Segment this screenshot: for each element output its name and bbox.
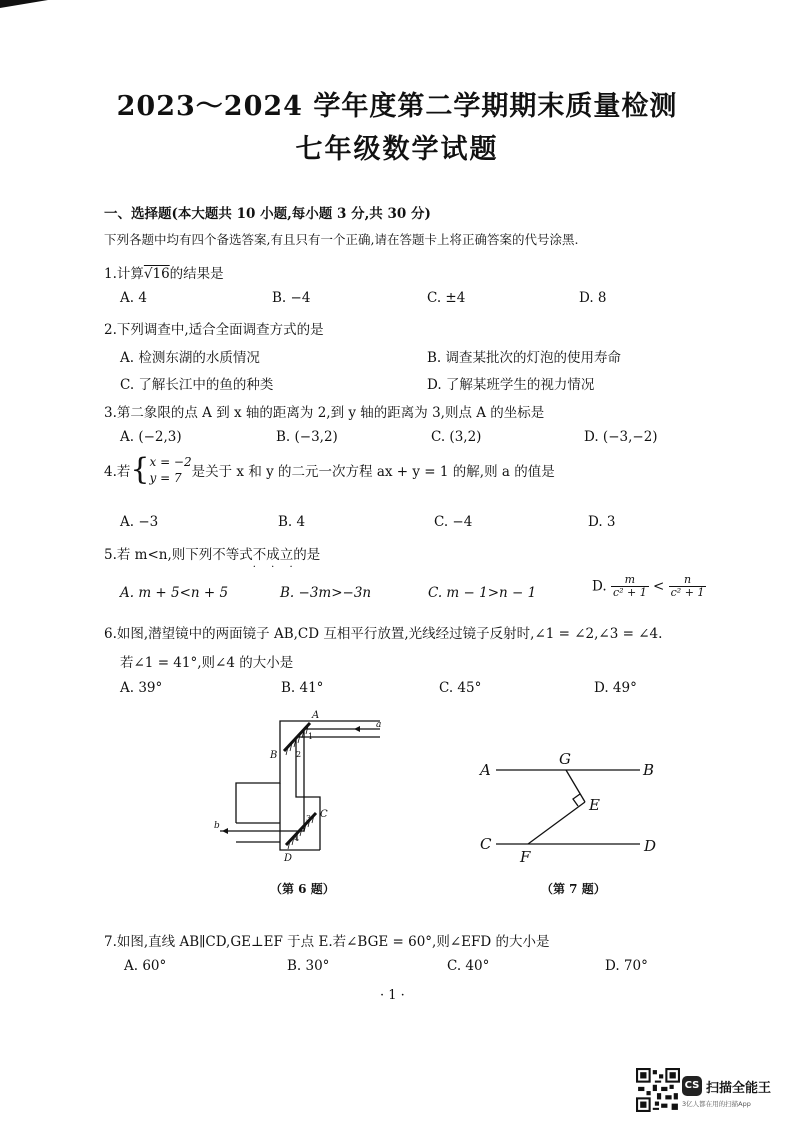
q4-suffix: 是关于 x 和 y 的二元一次方程 ax + y = 1 的解,则 a 的值是: [191, 464, 555, 480]
q5-option-c: C. m − 1>n − 1: [428, 585, 537, 601]
q5-option-a: A. m + 5<n + 5: [120, 585, 229, 601]
fig6-label-ray-b: b: [214, 821, 220, 831]
q7-option-d: D. 70°: [605, 958, 648, 974]
q4-option-a: A. −3: [120, 514, 159, 530]
q4-system: [149, 454, 191, 486]
q7-figure-parallel-lines: [470, 740, 670, 870]
q3-option-c: C. (3,2): [431, 429, 482, 445]
fig6-angle-4: 4: [294, 834, 300, 843]
q2-option-a: A. 检测东湖的水质情况: [120, 350, 260, 366]
q7-option-a: A. 60°: [124, 958, 167, 974]
q5-emphasis-dots: · · ·: [252, 562, 299, 573]
q1-prefix: 1.计算: [104, 266, 144, 282]
q7-option-c: C. 40°: [447, 958, 490, 974]
q5-option-d-fraction-right: [669, 574, 707, 599]
q4-eq2: y = 7: [149, 471, 182, 485]
q6-option-a: A. 39°: [120, 680, 163, 696]
fig6-label-d: D: [284, 853, 293, 864]
scanner-app-tagline: 3亿人都在用的扫描App: [682, 1100, 751, 1108]
exam-title-line2: 七年级数学试题: [295, 134, 499, 165]
q1-option-c: C. ±4: [427, 290, 466, 306]
q5-emphasis: [252, 547, 299, 573]
q1-suffix: 的结果是: [169, 266, 224, 282]
fig7-label-a: A: [480, 761, 491, 779]
right-angle-mark: [573, 794, 580, 806]
q4-prefix: 4.若: [104, 464, 131, 480]
q1-option-a: A. 4: [120, 290, 147, 306]
q6-figure-caption: （第 6 题）: [270, 882, 335, 896]
q3-option-d: D. (−3,−2): [584, 429, 658, 445]
segment-ef: [528, 802, 585, 844]
exam-title-line1: 2023～2024 学年度第二学期期末质量检测: [116, 91, 678, 122]
arrow-a-icon: [354, 726, 360, 732]
page-number: · 1 ·: [380, 988, 405, 1003]
fig7-label-d: D: [644, 837, 657, 855]
q5-option-d-label: D.: [592, 578, 607, 595]
q5-d-num2: n: [669, 574, 707, 587]
fig6-label-a: A: [312, 710, 320, 721]
q1-stem: [104, 262, 224, 282]
q3-option-b: B. (−3,2): [276, 429, 338, 445]
qr-code-icon: [636, 1068, 680, 1112]
q1-option-b: B. −4: [272, 290, 311, 306]
q1-option-d: D. 8: [579, 290, 607, 306]
mirror-cd: [286, 813, 316, 845]
q6-stem-line2: 若∠1 = 41°,则∠4 的大小是: [120, 655, 294, 671]
q5-d-den1: c² + 1: [612, 586, 647, 599]
q6-figure-periscope: [200, 705, 400, 865]
q4-option-c: C. −4: [434, 514, 473, 530]
q5-option-d-fraction-left: [611, 574, 649, 599]
q5-emphasis-text: 不成立: [252, 547, 294, 563]
q7-figure-caption: （第 7 题）: [541, 882, 606, 896]
q2-option-c: C. 了解长江中的鱼的种类: [120, 377, 274, 393]
q5-option-d-relation: <: [653, 578, 665, 595]
q7-option-b: B. 30°: [287, 958, 330, 974]
q5-d-den2: c² + 1: [670, 586, 705, 599]
q6-option-b: B. 41°: [281, 680, 324, 696]
q3-stem: 3.第二象限的点 A 到 x 轴的距离为 2,到 y 轴的距离为 3,则点 A 的坐标是: [104, 405, 545, 421]
q5-option-b: B. −3m>−3n: [280, 585, 372, 601]
fig7-label-f: F: [520, 848, 531, 866]
q4-eq1: x = −2: [149, 455, 192, 469]
q4-brace: {: [130, 452, 150, 487]
scanner-app-logo: CS: [682, 1076, 702, 1096]
q4-option-b: B. 4: [278, 514, 306, 530]
q2-stem: 2.下列调查中,适合全面调查方式的是: [104, 322, 324, 338]
q4-stem: [104, 454, 555, 486]
q5-option-d: [592, 574, 706, 599]
q2-option-d: D. 了解某班学生的视力情况: [427, 377, 595, 393]
fig6-angle-3: 3: [306, 814, 312, 823]
fig6-angle-2: 2: [296, 750, 302, 759]
fig6-label-b: B: [270, 750, 278, 761]
scanner-app-name: 扫描全能王: [706, 1081, 772, 1096]
fig6-angle-1: 1: [308, 732, 314, 741]
fig6-label-ray-a: a: [376, 720, 382, 730]
q7-stem: 7.如图,直线 AB∥CD,GE⊥EF 于点 E.若∠BGE = 60°,则∠EFD 的大小是: [104, 934, 550, 950]
q6-option-d: D. 49°: [594, 680, 637, 696]
fig7-label-e: E: [589, 796, 600, 814]
fig7-label-b: B: [643, 761, 655, 779]
section1-heading: 一、选择题(本大题共 10 小题,每小题 3 分,共 30 分): [104, 206, 431, 222]
section1-instructions: 下列各题中均有四个备选答案,有且只有一个正确,请在答题卡上将正确答案的代号涂黑.: [104, 232, 579, 247]
fig6-label-c: C: [320, 809, 328, 820]
q1-radical: √16: [143, 266, 170, 282]
page-corner-mark: [0, 0, 48, 8]
q6-stem-line1: 6.如图,潜望镜中的两面镜子 AB,CD 互相平行放置,光线经过镜子反射时,∠1 = ∠2,∠3 = ∠4.: [104, 626, 663, 642]
q2-option-b: B. 调查某批次的灯泡的使用寿命: [427, 350, 622, 366]
q3-option-a: A. (−2,3): [120, 429, 182, 445]
q5-stem: [104, 543, 321, 573]
arrow-b-icon: [222, 828, 228, 834]
q5-prefix: 5.若 m<n,则下列不等式: [104, 547, 253, 563]
q4-option-d: D. 3: [588, 514, 616, 530]
q6-option-c: C. 45°: [439, 680, 482, 696]
q5-suffix: 的是: [293, 547, 321, 563]
q5-d-num1: m: [611, 574, 649, 587]
fig7-label-c: C: [480, 835, 492, 853]
fig7-label-g: G: [559, 750, 571, 768]
